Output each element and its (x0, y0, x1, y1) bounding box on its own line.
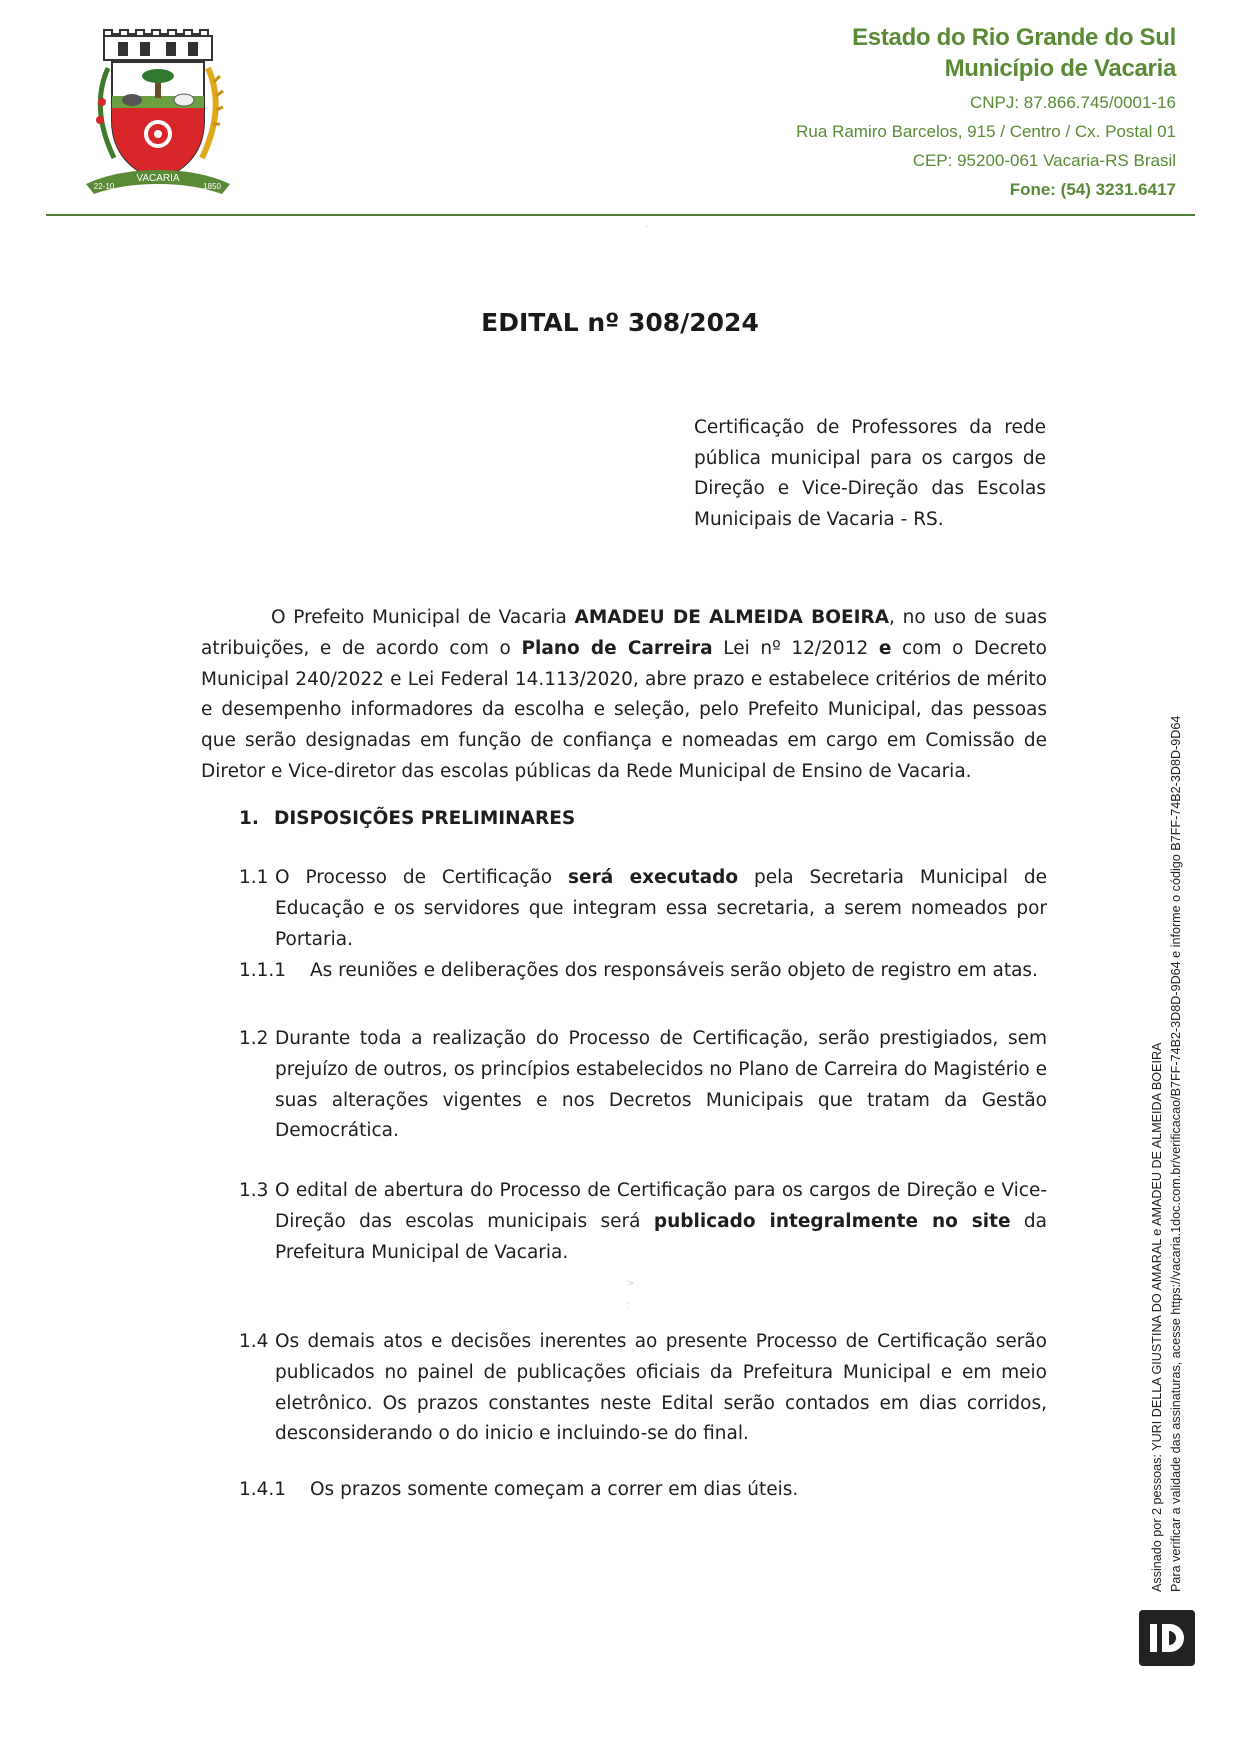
scan-mark: : (626, 1300, 630, 1311)
item-1-1 (239, 863, 1047, 955)
letterhead-cep: CEP: 95200-061 Vacaria-RS Brasil (912, 151, 1176, 170)
section-heading-1 (239, 808, 575, 829)
intro-text-1: O Prefeito Municipal de Vacaria (271, 607, 575, 628)
item-text: O Processo de Certificação (275, 867, 569, 888)
intro-text-2: , no uso de suas atribuições, e de acordo com o (201, 607, 1047, 659)
item-number: 1.4.1 (239, 1479, 287, 1500)
signature-signers: Assinado por 2 pessoas: YURI DELLA GIUSTINA DO AMARAL e AMADEU DE ALMEIDA BOEIRA (1150, 1042, 1164, 1592)
municipal-coat-of-arms (82, 22, 234, 200)
item-1-2 (239, 1024, 1047, 1147)
item-bold: publicado integralmente no site (653, 1210, 1011, 1232)
scan-mark: ' (645, 224, 648, 235)
item-number: 1.1 (239, 867, 269, 888)
intro-and: e (878, 637, 892, 659)
crest-banner-text: VACARIA (136, 173, 180, 184)
item-1-4 (239, 1327, 1047, 1450)
document-subject: Certificação de Professores da rede pública municipal para os cargos de Direção e Vice-Direção das Escolas Municipais de Vacaria - RS. (694, 417, 1046, 530)
letterhead-phone: Fone: (54) 3231.6417 (1009, 180, 1176, 199)
item-bold: será executado (568, 867, 739, 888)
letterhead-state: Estado do Rio Grande do Sul (852, 24, 1176, 51)
item-text: Os demais atos e decisões inerentes ao presente Processo de Certificação serão publicados no painel de publicações oficiais da Prefeitura Municipal e em meio eletrônico. Os prazos constantes neste Edital serão contados em dias corridos, desconsiderando o do inicio e incluindo-se do final. (275, 1331, 1047, 1445)
letterhead-municipality: Município de Vacaria (944, 55, 1176, 82)
item-text: As reuniões e deliberações dos responsáveis serão objeto de registro em atas. (310, 960, 1038, 981)
intro-paragraph (201, 603, 1047, 788)
letterhead-cnpj: CNPJ: 87.866.745/0001-16 (969, 93, 1176, 112)
item-1-4-1 (239, 1479, 798, 1500)
item-1-1-1 (239, 960, 1038, 981)
item-number: 1.3 (239, 1180, 269, 1201)
letterhead (796, 22, 1176, 204)
document-title: EDITAL nº 308/2024 (481, 308, 759, 337)
item-text: da Prefeitura Municipal de Vacaria. (275, 1210, 1047, 1263)
item-1-3 (239, 1176, 1047, 1268)
section-title: DISPOSIÇÕES PRELIMINARES (274, 808, 576, 829)
crest-left-date: 22-10 (93, 182, 115, 191)
item-number: 1.1.1 (239, 960, 287, 981)
scan-mark: > (626, 1278, 635, 1289)
item-text: Durante toda a realização do Processo de Certificação, serão prestigiados, sem prejuízo de outros, os princípios estabelecidos no Plano de Carreira do Magistério e suas alterações vigentes e nos Decretos Municipais que tratam da Gestão Democrática. (275, 1028, 1047, 1142)
letterhead-address: Rua Ramiro Barcelos, 915 / Centro / Cx. Postal 01 (796, 122, 1176, 141)
item-text: pela Secretaria Municipal de Educação e os servidores que integram essa secretaria, a serem nomeados por Portaria. (275, 867, 1047, 950)
item-number: 1.4 (239, 1331, 269, 1352)
career-plan: Plano de Carreira (521, 637, 713, 659)
intro-text-3: Lei nº 12/2012 (712, 637, 879, 659)
mayor-name: AMADEU DE ALMEIDA BOEIRA (574, 607, 890, 628)
signature-verification: Para verificar a validade das assinaturas, acesse https://vacaria.1doc.com.br/verificacao/B7FF-74B2-3D8D-9D64 e informe o código B7FF-74B2-3D8D-9D64 (1169, 715, 1183, 1592)
1doc-logo-icon (1139, 1610, 1195, 1666)
item-text: Os prazos somente começam a correr em dias úteis. (310, 1479, 799, 1500)
crest-right-date: 1850 (203, 182, 221, 191)
item-text: O edital de abertura do Processo de Certificação para os cargos de Direção e Vice-Direção das escolas municipais será (275, 1180, 1047, 1232)
item-number: 1.2 (239, 1028, 269, 1049)
signature-note (1148, 716, 1186, 1592)
header-divider (46, 214, 1195, 216)
intro-text-4: com o Decreto Municipal 240/2022 e Lei Federal 14.113/2020, abre prazo e estabelece critérios de mérito e desempenho informadores da escolha e seleção, pelo Prefeito Municipal, das pessoas que serão designadas em função de confiança e nomeadas em cargo em Comissão de Diretor e Vice-diretor das escolas públicas da Rede Municipal de Ensino de Vacaria. (201, 637, 1047, 782)
section-number: 1. (239, 808, 259, 829)
